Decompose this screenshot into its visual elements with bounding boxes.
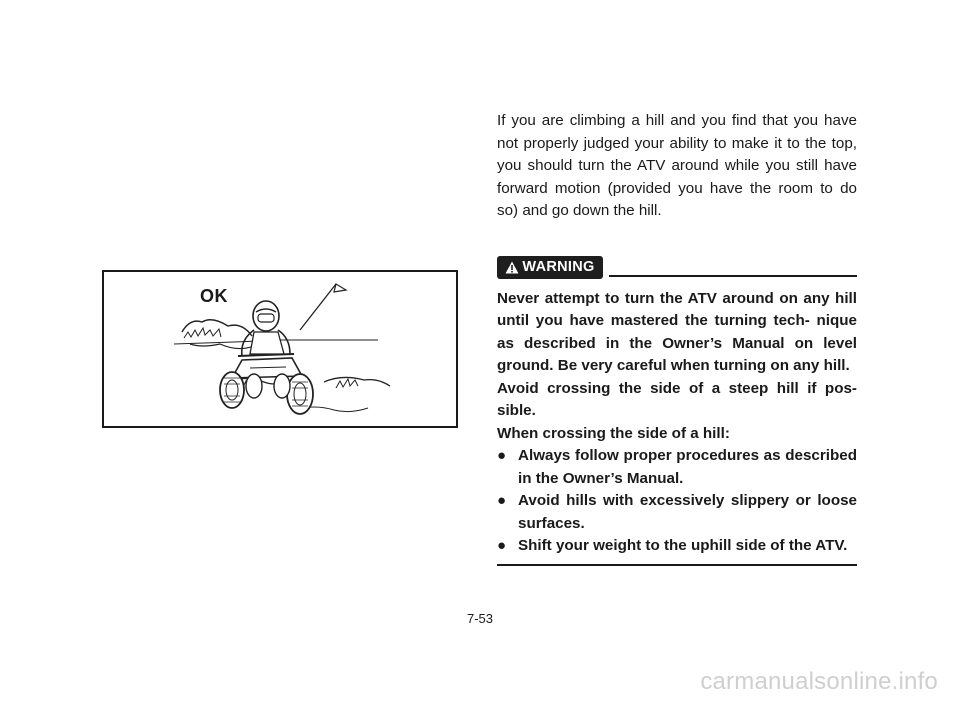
intro-paragraph: If you are climbing a hill and you find that you have not properly judged your ability to make it to the top, you should turn the ATV around while you still have forward motion (provided you have the room to do so) and go down the hill. xyxy=(497,112,857,219)
bullet-icon: ● xyxy=(497,537,507,554)
warning-bullet-text: Always follow proper procedures as described in the Owner’s Manual. xyxy=(518,447,857,487)
illustration-ok-label: OK xyxy=(200,286,228,306)
warning-body xyxy=(497,288,857,558)
warning-triangle-icon xyxy=(505,261,519,274)
bullet-icon: ● xyxy=(497,492,507,509)
warning-header xyxy=(497,254,857,278)
content-column xyxy=(497,110,857,566)
warning-bullet-text: Shift your weight to the uphill side of the ATV. xyxy=(518,537,848,554)
warning-badge xyxy=(497,256,603,279)
warning-paragraph: Avoid crossing the side of a steep hill if pos- sible. xyxy=(497,379,857,419)
warning-badge-label: WARNING xyxy=(522,259,595,275)
page-number: 7-53 xyxy=(466,611,494,626)
warning-paragraph: When crossing the side of a hill: xyxy=(497,424,730,442)
atv-rider-illustration xyxy=(104,272,456,426)
bullet-icon: ● xyxy=(497,447,507,464)
warning-bullet-item xyxy=(497,490,857,535)
warning-bullet-text: Avoid hills with excessively slippery or loose surfaces. xyxy=(518,492,857,532)
warning-paragraph: Never attempt to turn the ATV around on any hill until you have mastered the turning tech- nique as described in the Owner’s Manual on level ground. Be very careful when turning on any hill. xyxy=(497,289,857,374)
warning-bullet-list xyxy=(497,445,857,558)
watermark: carmanualsonline.info xyxy=(700,668,938,695)
warning-bottom-rule xyxy=(497,564,857,566)
warning-bullet-item xyxy=(497,445,857,490)
warning-rule xyxy=(609,275,857,277)
warning-bullet-item xyxy=(497,535,857,558)
illustration-frame xyxy=(102,270,458,428)
